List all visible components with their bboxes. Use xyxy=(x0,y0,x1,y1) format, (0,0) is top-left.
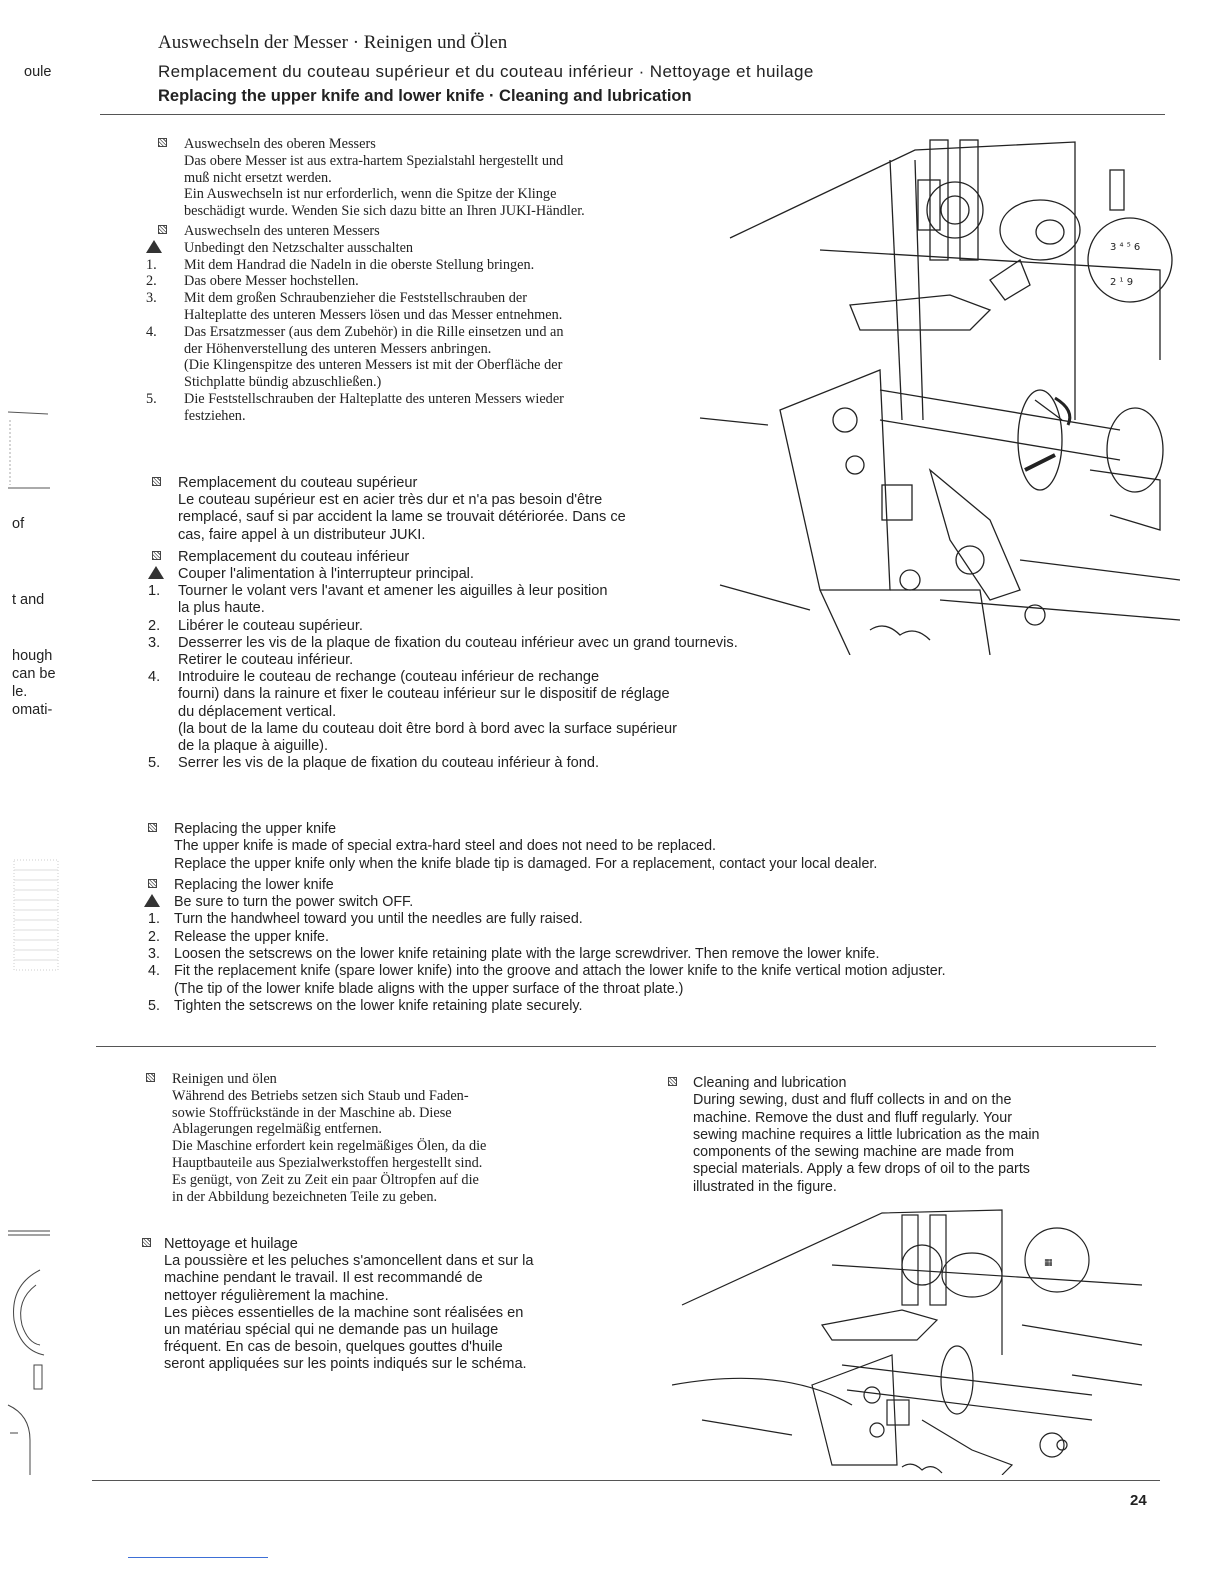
section-heading: Nettoyage et huilage xyxy=(164,1236,298,1252)
step-number: 5. xyxy=(148,755,161,772)
step-text: de la plaque à aiguille). xyxy=(178,738,329,755)
step-text: (Die Klingenspitze des unteren Messers ist mit der Oberfläche der xyxy=(184,357,563,374)
step-text: Release the upper knife. xyxy=(174,928,329,945)
step-text: Mit dem Handrad die Nadeln in die oberste Stellung bringen. xyxy=(184,256,535,273)
warning-icon xyxy=(146,240,162,253)
bullet-icon xyxy=(668,1077,677,1086)
text-line: Le couteau supérieur est en acier très dur et n'a pas besoin d'être xyxy=(178,492,603,509)
text-line: During sewing, dust and fluff collects in and on the xyxy=(693,1092,1012,1109)
step-number: 1. xyxy=(146,256,157,273)
clean-section-en xyxy=(668,1075,1138,1196)
text-line: Es genügt, von Zeit zu Zeit ein paar Öltropfen auf die xyxy=(172,1171,479,1188)
text-line: The upper knife is made of special extra-hard steel and does not need to be replaced. xyxy=(174,838,717,855)
text-line: beschädigt wurde. Wenden Sie sich dazu bitte an Ihren JUKI-Händler. xyxy=(184,203,585,220)
text-line: remplacé, sauf si par accident la lame se trouvait détériorée. Dans ce xyxy=(178,509,626,526)
step-number: 1. xyxy=(148,583,161,600)
step-text: Desserrer les vis de la plaque de fixation du couteau inférieur avec un grand tournevis. xyxy=(178,634,738,651)
step-text: Turn the handwheel toward you until the needles are fully raised. xyxy=(174,911,583,928)
bullet-icon xyxy=(158,225,167,234)
text-line: un matériau spécial qui ne demande pas un huilage xyxy=(164,1322,499,1339)
text-line: cas, faire appel à un distributeur JUKI. xyxy=(178,526,426,543)
step-text: (la bout de la lame du couteau doit être bord à bord avec la surface supérieur xyxy=(178,720,677,737)
margin-fragment: of xyxy=(12,516,25,532)
step-number: 3. xyxy=(146,290,157,307)
bullet-icon xyxy=(148,823,157,832)
step-text: Retirer le couteau inférieur. xyxy=(178,652,354,669)
section-heading: Remplacement du couteau supérieur xyxy=(178,475,418,491)
step-text: Introduire le couteau de rechange (couteau inférieur de rechange xyxy=(178,669,600,686)
warning-text: Couper l'alimentation à l'interrupteur principal. xyxy=(178,566,474,583)
margin-scraps xyxy=(0,400,70,1000)
svg-text:2 ¹ 9: 2 ¹ 9 xyxy=(1110,277,1134,288)
step-text: Das obere Messer hochstellen. xyxy=(184,273,359,290)
title-fr: Remplacement du couteau supérieur et du couteau inférieur · Nettoyage et huilage xyxy=(158,62,814,81)
section-heading: Remplacement du couteau inférieur xyxy=(178,548,410,565)
step-number: 4. xyxy=(148,669,161,686)
knife-section-de xyxy=(146,136,718,425)
page-number: 24 xyxy=(1130,1492,1147,1509)
warning-text: Unbedingt den Netzschalter ausschalten xyxy=(184,239,414,256)
text-line: Während des Betriebs setzen sich Staub und Faden- xyxy=(172,1087,469,1104)
text-line: Hauptbauteile aus Spezialwerkstoffen hergestellt sind. xyxy=(172,1154,483,1171)
bullet-icon xyxy=(158,138,167,147)
bullet-icon xyxy=(152,551,161,560)
step-text: Die Feststellschrauben der Halteplatte des unteren Messers wieder xyxy=(184,390,564,407)
step-number: 2. xyxy=(148,928,160,945)
step-text: Mit dem großen Schraubenzieher die Feststellschrauben der xyxy=(184,290,528,307)
clean-section-de xyxy=(146,1071,606,1205)
text-line: in der Abbildung bezeichneten Teile zu geben. xyxy=(172,1188,438,1205)
bullet-icon xyxy=(146,1073,155,1082)
step-number: 2. xyxy=(148,617,161,634)
text-line: La poussière et les peluches s'amoncellent dans et sur la xyxy=(164,1253,534,1270)
margin-fragment: oule xyxy=(24,64,52,80)
step-text: Fit the replacement knife (spare lower knife) into the groove and attach the lower knife to the knife vertical motion adjuster. xyxy=(174,963,946,980)
step-text: Halteplatte des unteren Messers lösen und das Messer entnehmen. xyxy=(184,306,563,323)
step-text: du déplacement vertical. xyxy=(178,703,337,720)
bullet-icon xyxy=(152,477,161,486)
text-line: fréquent. En cas de besoin, quelques gouttes d'huile xyxy=(164,1339,503,1356)
section-heading: Auswechseln des oberen Messers xyxy=(184,136,376,152)
text-line: Ablagerungen regelmäßig entfernen. xyxy=(172,1121,382,1138)
lubrication-illustration xyxy=(672,1205,1152,1475)
text-line: machine. Remove the dust and fluff regularly. Your xyxy=(693,1109,1012,1126)
text-line: Die Maschine erfordert kein regelmäßiges Ölen, da die xyxy=(172,1138,487,1155)
svg-text:3 ⁴ ⁵ 6: 3 ⁴ ⁵ 6 xyxy=(1110,242,1141,253)
step-text: Tighten the setscrews on the lower knife retaining plate securely. xyxy=(174,997,583,1014)
footer-rule xyxy=(92,1480,1160,1481)
margin-fragment: can be xyxy=(12,666,56,682)
section-rule xyxy=(96,1046,1156,1047)
step-number: 3. xyxy=(148,946,160,963)
text-line: nettoyer régulièrement la machine. xyxy=(164,1287,389,1304)
step-number: 5. xyxy=(148,997,160,1014)
section-heading: Reinigen und ölen xyxy=(172,1071,277,1087)
text-line: Les pièces essentielles de la machine sont réalisées en xyxy=(164,1304,524,1321)
header-rule xyxy=(100,114,1165,115)
text-line: sewing machine requires a little lubrication as the main xyxy=(693,1126,1040,1143)
step-number: 1. xyxy=(148,911,160,928)
section-heading: Auswechseln des unteren Messers xyxy=(184,222,380,239)
text-line: Replace the upper knife only when the knife blade tip is damaged. For a replacement, contact your local dealer. xyxy=(174,855,878,872)
svg-text:▦: ▦ xyxy=(1044,1258,1053,1268)
link-underline xyxy=(128,1557,268,1558)
bullet-icon xyxy=(142,1238,151,1247)
step-text: fourni) dans la rainure et fixer le couteau inférieur sur le dispositif de réglage xyxy=(178,686,670,703)
margin-fragment: t and xyxy=(12,592,45,608)
step-text: Stichplatte bündig abzuschließen.) xyxy=(184,374,382,391)
margin-fragment: le. xyxy=(12,684,28,700)
text-line: seront appliquées sur les points indiqués sur le schéma. xyxy=(164,1356,527,1373)
step-text: la plus haute. xyxy=(178,600,265,617)
step-text: der Höhenverstellung des unteren Messers anbringen. xyxy=(184,340,492,357)
step-number: 4. xyxy=(148,963,160,980)
title-en: Replacing the upper knife and lower knife · Cleaning and lubrication xyxy=(158,87,692,105)
step-text: festziehen. xyxy=(184,407,246,424)
step-number: 3. xyxy=(148,634,161,651)
warning-text: Be sure to turn the power switch OFF. xyxy=(174,894,414,911)
text-line: Das obere Messer ist aus extra-hartem Spezialstahl hergestellt und xyxy=(184,152,564,169)
text-line: components of the sewing machine are made from xyxy=(693,1144,1015,1161)
text-line: special materials. Apply a few drops of oil to the parts xyxy=(693,1161,1030,1178)
text-line: Ein Auswechseln ist nur erforderlich, wenn die Spitze der Klinge xyxy=(184,186,557,203)
text-line: illustrated in the figure. xyxy=(693,1178,837,1195)
knife-replacement-illustration xyxy=(690,120,1180,655)
margin-scraps-lower xyxy=(0,1225,60,1485)
step-text: Libérer le couteau supérieur. xyxy=(178,617,363,634)
step-number: 2. xyxy=(146,273,157,290)
section-heading: Replacing the upper knife xyxy=(174,821,337,837)
step-text: Das Ersatzmesser (aus dem Zubehör) in die Rille einsetzen und an xyxy=(184,323,564,340)
step-number: 5. xyxy=(146,390,157,407)
step-text: Serrer les vis de la plaque de fixation du couteau inférieur à fond. xyxy=(178,755,600,772)
step-text: Tourner le volant vers l'avant et amener les aiguilles à leur position xyxy=(178,583,608,600)
text-line: muß nicht ersetzt werden. xyxy=(184,169,332,186)
title-de: Auswechseln der Messer · Reinigen und Ölen xyxy=(158,32,508,53)
margin-fragment: omati- xyxy=(12,702,53,718)
step-text: Loosen the setscrews on the lower knife retaining plate with the large screwdriver. Then remove the lower knife. xyxy=(174,946,880,963)
clean-section-fr xyxy=(142,1236,612,1374)
knife-section-en xyxy=(148,821,1148,1015)
section-heading: Cleaning and lubrication xyxy=(693,1075,847,1091)
step-text: (The tip of the lower knife blade aligns with the upper surface of the throat plate.) xyxy=(174,980,684,997)
warning-icon xyxy=(148,566,164,579)
margin-fragment: hough xyxy=(12,648,53,664)
warning-icon xyxy=(144,894,160,907)
text-line: machine pendant le travail. Il est recommandé de xyxy=(164,1270,483,1287)
step-number: 4. xyxy=(146,323,157,340)
bullet-icon xyxy=(148,879,157,888)
section-heading: Replacing the lower knife xyxy=(174,876,334,893)
text-line: sowie Stoffrückstände in der Maschine ab. Diese xyxy=(172,1104,452,1121)
